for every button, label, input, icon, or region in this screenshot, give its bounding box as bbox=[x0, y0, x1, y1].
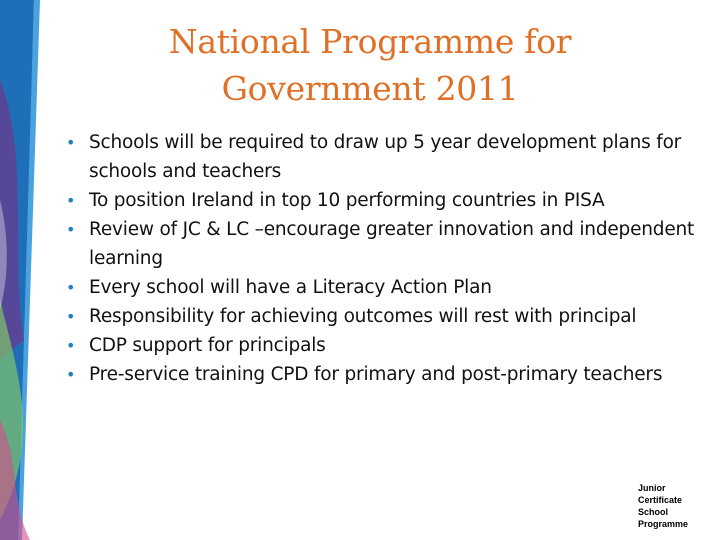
bullet-dot-icon: • bbox=[66, 220, 76, 239]
bullet-text: Responsibility for achieving outcomes will rest with principal bbox=[89, 306, 637, 327]
list-item bbox=[66, 215, 706, 273]
bullet-dot-icon: • bbox=[66, 191, 76, 210]
title-line-2: Government 2011 bbox=[221, 69, 519, 108]
slide-title bbox=[100, 18, 640, 112]
list-item bbox=[66, 360, 706, 389]
list-item bbox=[66, 128, 706, 186]
logo-line-1: Junior bbox=[638, 483, 666, 493]
program-logo-text bbox=[638, 482, 688, 530]
bullet-list bbox=[66, 128, 706, 389]
bullet-text: Every school will have a Literacy Action Plan bbox=[89, 277, 492, 298]
logo-line-4: Programme bbox=[638, 519, 689, 529]
bullet-dot-icon: • bbox=[66, 278, 76, 297]
logo-line-3: School bbox=[638, 507, 669, 517]
bullet-text: Schools will be required to draw up 5 year development plans for schools and teachers bbox=[89, 132, 682, 182]
bullet-dot-icon: • bbox=[66, 365, 76, 384]
bullet-text: To position Ireland in top 10 performing countries in PISA bbox=[89, 190, 605, 211]
bullet-dot-icon: • bbox=[66, 133, 76, 152]
bullet-text: CDP support for principals bbox=[89, 335, 326, 356]
bullet-text: Review of JC & LC –encourage greater innovation and independent learning bbox=[89, 219, 695, 269]
list-item bbox=[66, 273, 706, 302]
bullet-dot-icon: • bbox=[66, 307, 76, 326]
list-item bbox=[66, 302, 706, 331]
title-line-1: National Programme for bbox=[168, 22, 572, 61]
bullet-text: Pre-service training CPD for primary and post-primary teachers bbox=[89, 364, 663, 385]
bullet-dot-icon: • bbox=[66, 336, 76, 355]
list-item bbox=[66, 186, 706, 215]
list-item bbox=[66, 331, 706, 360]
logo-line-2: Certificate bbox=[638, 495, 683, 505]
